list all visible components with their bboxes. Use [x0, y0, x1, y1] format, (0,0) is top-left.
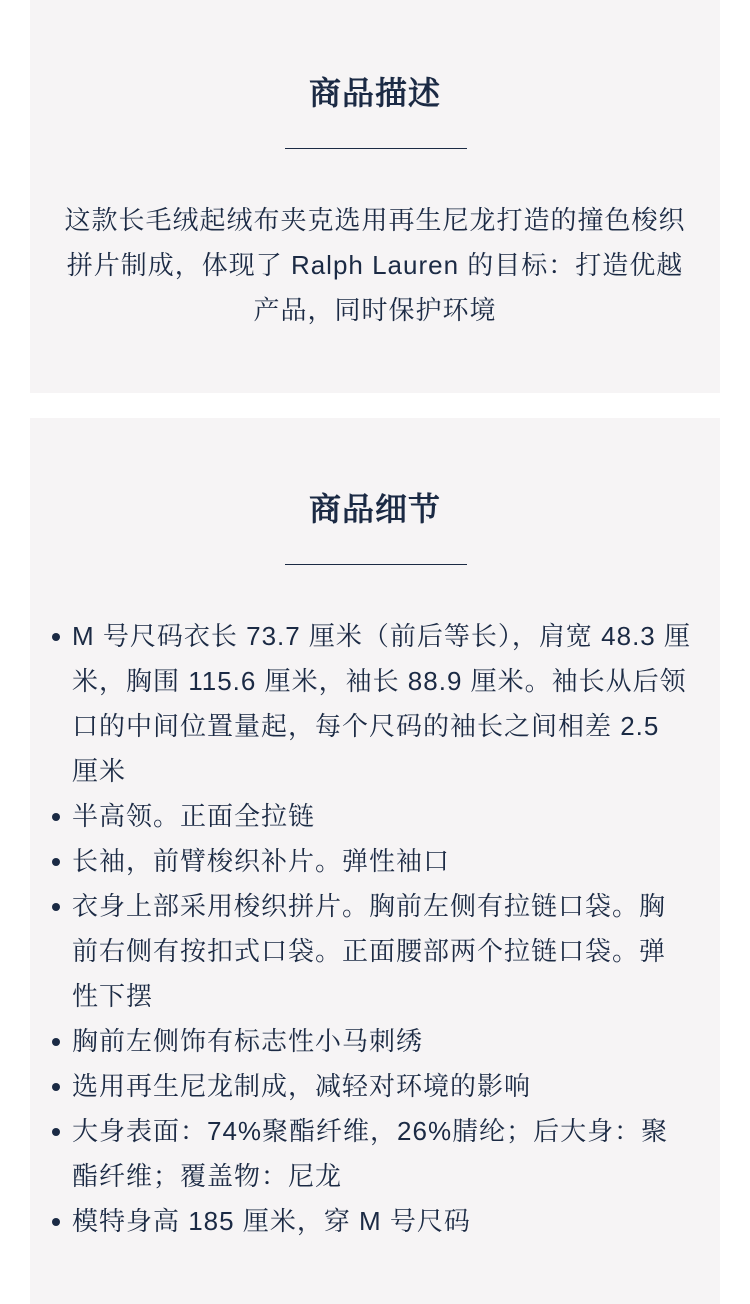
bullet-icon: [52, 813, 60, 821]
bullet-icon: [52, 633, 60, 641]
title-divider: [285, 564, 467, 565]
product-description-card: [30, 0, 720, 393]
list-item-text: M 号尺码衣长 73.7 厘米（前后等长），肩宽 48.3 厘米，胸围 115.6 厘米，袖长 88.9 厘米。袖长从后领口的中间位置量起，每个尺码的袖长之间相差 2.5 厘米: [72, 621, 691, 786]
product-description-title: 商品描述: [308, 75, 441, 111]
list-item: [72, 1199, 692, 1244]
bullet-icon: [52, 903, 60, 911]
list-item-text: 半高领。正面全拉链: [72, 801, 316, 831]
product-description-text: 这款长毛绒起绒布夹克选用再生尼龙打造的撞色梭织拼片制成，体现了 Ralph Lauren 的目标：打造优越产品，同时保护环境: [64, 205, 686, 325]
list-item: [72, 1019, 692, 1064]
list-item: [72, 1064, 692, 1109]
list-item: [72, 839, 692, 884]
bullet-icon: [52, 1128, 60, 1136]
list-item: [72, 884, 692, 1019]
product-details-list: [72, 614, 692, 1244]
bullet-icon: [52, 1038, 60, 1046]
list-item: [72, 614, 692, 794]
list-item: [72, 1109, 692, 1199]
bullet-icon: [52, 1218, 60, 1226]
list-item-text: 大身表面：74%聚酯纤维，26%腈纶；后大身：聚酯纤维；覆盖物：尼龙: [72, 1116, 669, 1191]
bullet-icon: [52, 858, 60, 866]
list-item-text: 模特身高 185 厘米，穿 M 号尺码: [72, 1206, 471, 1236]
list-item-text: 衣身上部采用梭织拼片。胸前左侧有拉链口袋。胸前右侧有按扣式口袋。正面腰部两个拉链口袋。弹性下摆: [72, 891, 667, 1011]
product-details-card: [30, 418, 720, 1304]
list-item-text: 胸前左侧饰有标志性小马刺绣: [72, 1026, 424, 1056]
list-item-text: 长袖，前臂梭织补片。弹性袖口: [72, 846, 451, 876]
product-details-title: 商品细节: [308, 491, 441, 527]
list-item: [72, 794, 692, 839]
list-item-text: 选用再生尼龙制成，减轻对环境的影响: [72, 1071, 532, 1101]
bullet-icon: [52, 1083, 60, 1091]
title-divider: [285, 148, 467, 149]
